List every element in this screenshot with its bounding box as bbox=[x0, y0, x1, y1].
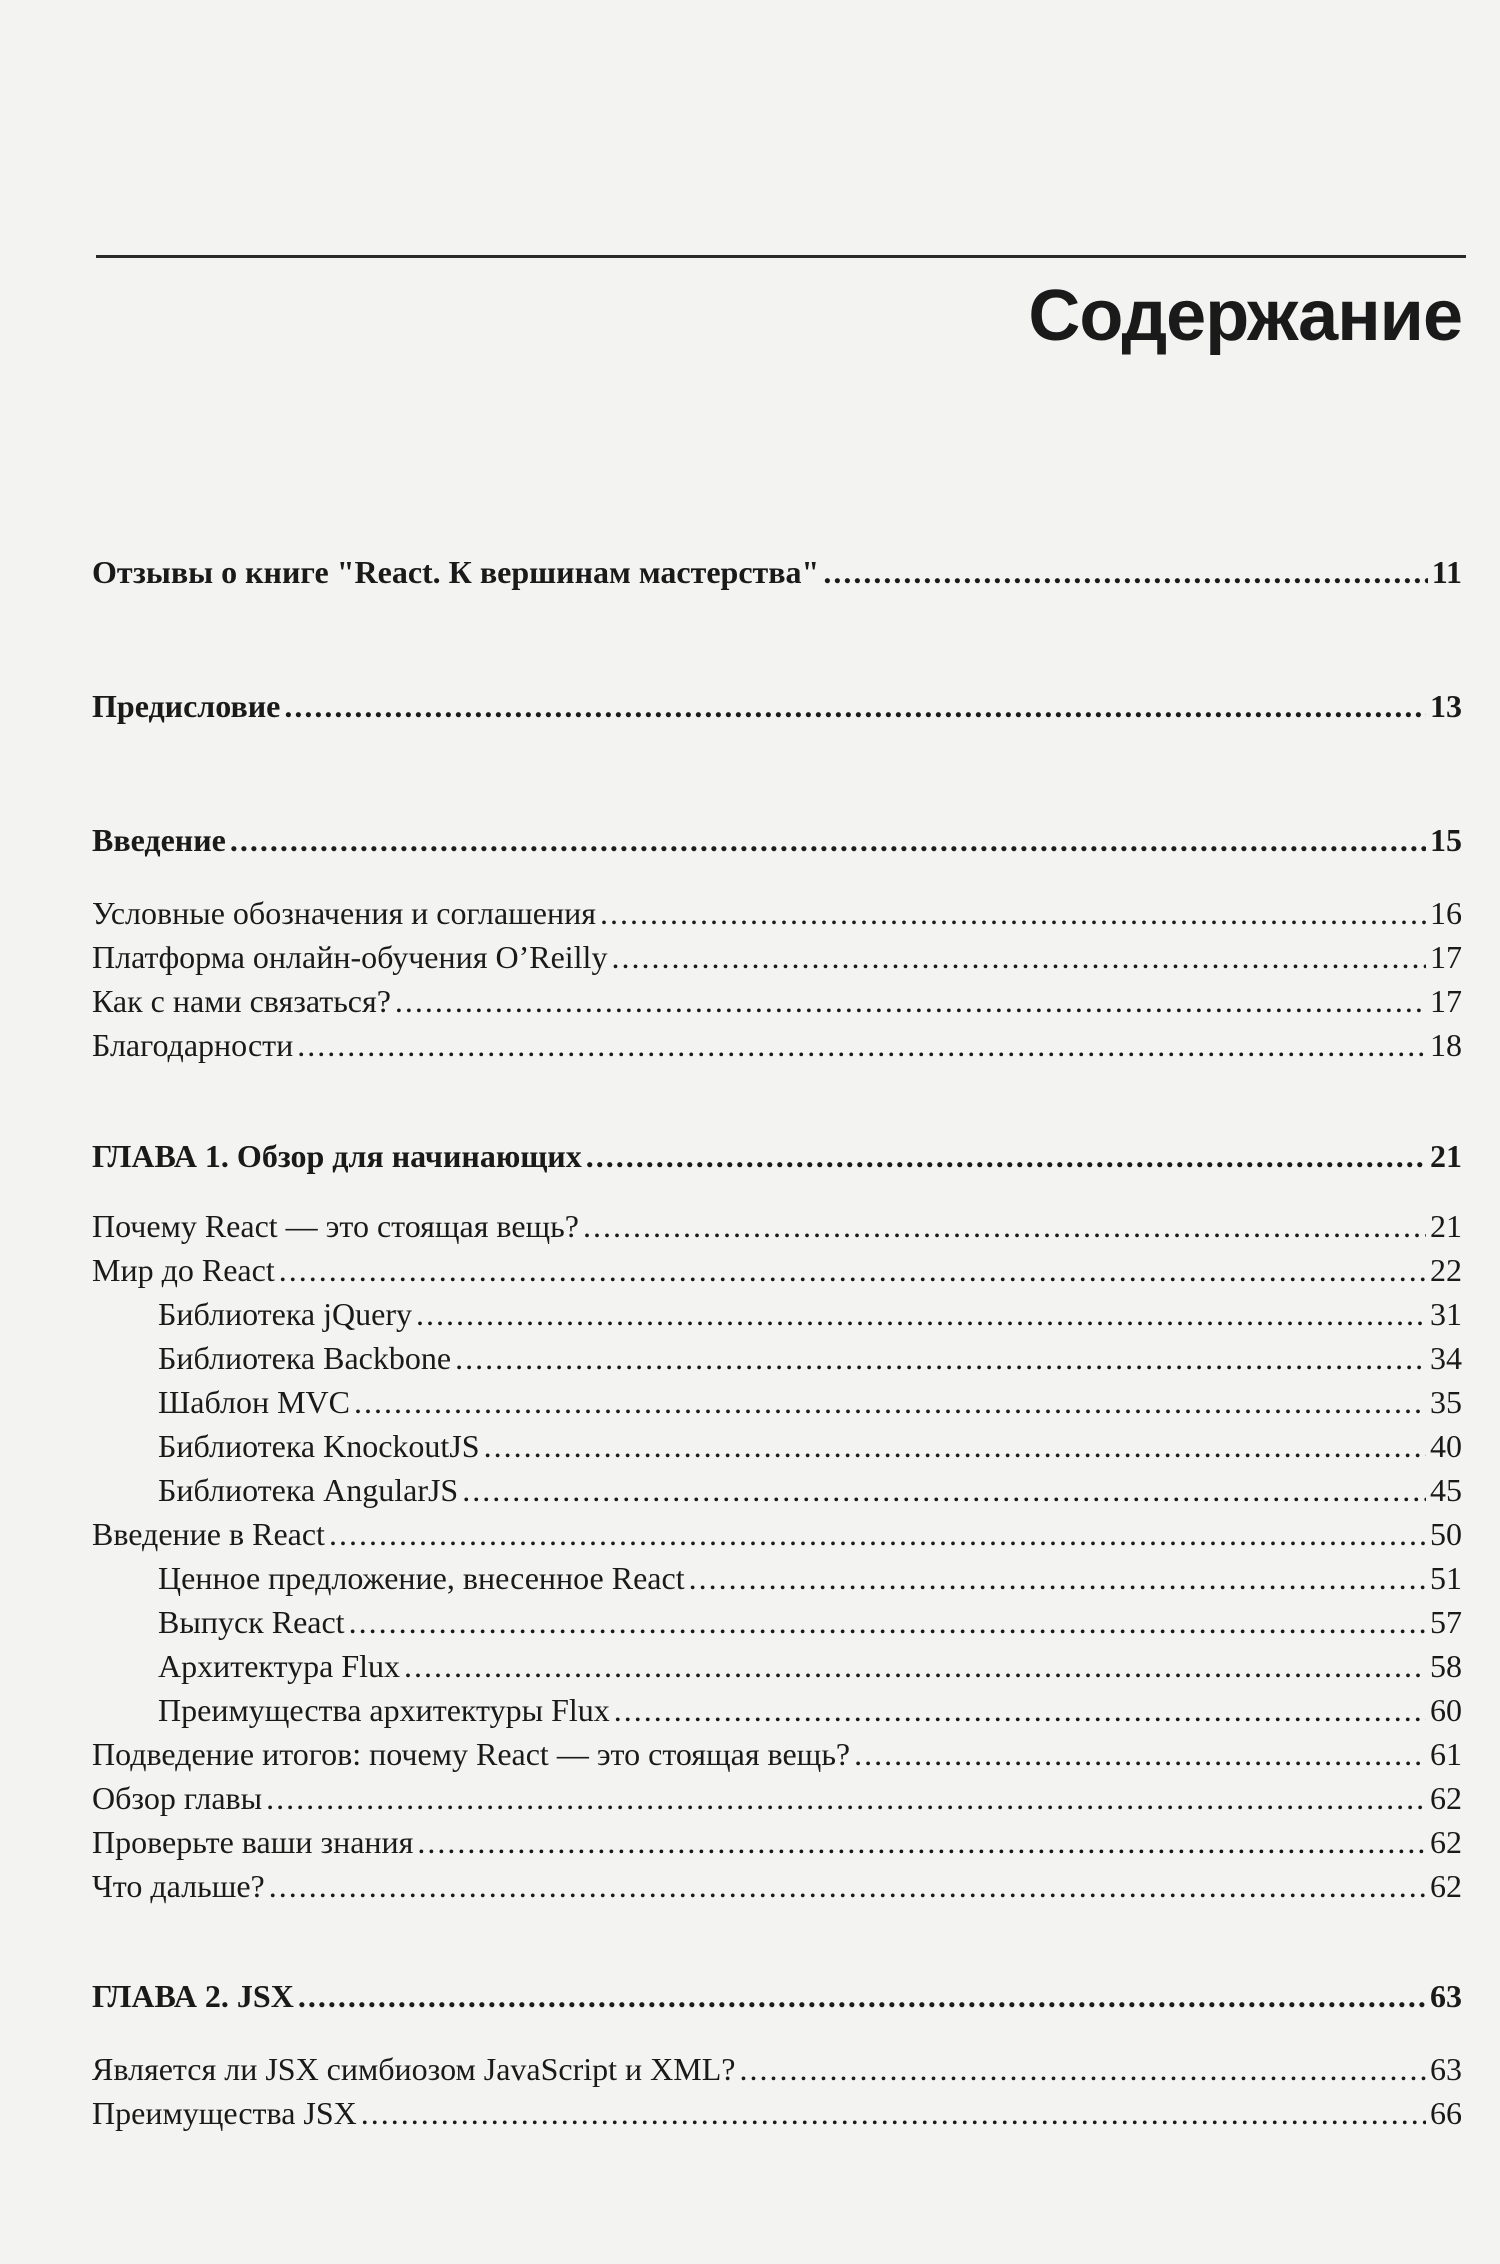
toc-entry-title: Введение в React bbox=[92, 1516, 325, 1552]
toc-page-number: 60 bbox=[1430, 1692, 1462, 1728]
toc-entry-title: Является ли JSX симбиозом JavaScript и XML? bbox=[92, 2051, 736, 2087]
dot-leader bbox=[349, 1602, 1426, 1642]
dot-leader bbox=[361, 2093, 1426, 2133]
dot-leader bbox=[269, 1866, 1426, 1906]
toc-entry-title: Благодарности bbox=[92, 1027, 294, 1063]
toc-entry-title: Введение bbox=[92, 822, 226, 858]
toc-entry bbox=[92, 1734, 1462, 1774]
toc-page-number: 35 bbox=[1430, 1384, 1462, 1420]
toc-entry-title: Проверьте ваши знания bbox=[92, 1824, 414, 1860]
toc-section-heading bbox=[92, 820, 1462, 860]
toc-entry bbox=[92, 1822, 1462, 1862]
toc-entry-title: Как с нами связаться? bbox=[92, 983, 391, 1019]
toc-page-number: 17 bbox=[1430, 983, 1462, 1019]
toc-page-number: 34 bbox=[1430, 1340, 1462, 1376]
toc-entry-title: Подведение итогов: почему React — это стоящая вещь? bbox=[92, 1736, 851, 1772]
toc-entry-title: ГЛАВА 2. JSX bbox=[92, 1978, 294, 2014]
toc-entry-title: Предисловие bbox=[92, 688, 281, 724]
toc-section-heading bbox=[92, 1136, 1462, 1176]
toc-section-heading bbox=[92, 552, 1462, 592]
toc-page-number: 51 bbox=[1430, 1560, 1462, 1596]
toc-page-number: 22 bbox=[1430, 1252, 1462, 1288]
toc-entry-title: Библиотека KnockoutJS bbox=[158, 1428, 480, 1464]
dot-leader bbox=[600, 893, 1426, 933]
toc-entry bbox=[158, 1294, 1462, 1334]
toc-entry-title: ГЛАВА 1. Обзор для начинающих bbox=[92, 1138, 582, 1174]
toc-page-number: 21 bbox=[1430, 1138, 1462, 1174]
toc-entry-title: Библиотека Backbone bbox=[158, 1340, 452, 1376]
toc-page-number: 62 bbox=[1430, 1868, 1462, 1904]
dot-leader bbox=[284, 686, 1426, 726]
toc-entry bbox=[92, 1025, 1462, 1065]
toc-page-number: 15 bbox=[1430, 822, 1462, 858]
toc-entry-title: Отзывы о книге "React. К вершинам мастерства" bbox=[92, 554, 820, 590]
toc-page-number: 17 bbox=[1430, 939, 1462, 975]
toc-page-number: 63 bbox=[1430, 1978, 1462, 2014]
toc-entry-title: Что дальше? bbox=[92, 1868, 265, 1904]
toc-entry bbox=[92, 1206, 1462, 1246]
toc-entry bbox=[92, 1250, 1462, 1290]
dot-leader bbox=[823, 552, 1427, 592]
dot-leader bbox=[417, 1822, 1426, 1862]
dot-leader bbox=[230, 820, 1426, 860]
toc-entry-title: Библиотека jQuery bbox=[158, 1296, 412, 1332]
toc-page-number: 40 bbox=[1430, 1428, 1462, 1464]
toc-entry-title: Преимущества JSX bbox=[92, 2095, 357, 2131]
dot-leader bbox=[354, 1382, 1426, 1422]
toc-entry-title: Архитектура Flux bbox=[158, 1648, 400, 1684]
dot-leader bbox=[614, 1690, 1426, 1730]
toc-entry bbox=[158, 1690, 1462, 1730]
toc-section-heading bbox=[92, 686, 1462, 726]
toc-entry bbox=[92, 981, 1462, 1021]
dot-leader bbox=[854, 1734, 1426, 1774]
toc-entry-title: Преимущества архитектуры Flux bbox=[158, 1692, 610, 1728]
toc-entry bbox=[158, 1338, 1462, 1378]
toc-page-number: 57 bbox=[1430, 1604, 1462, 1640]
toc-page-number: 66 bbox=[1430, 2095, 1462, 2131]
toc-page-number: 58 bbox=[1430, 1648, 1462, 1684]
dot-leader bbox=[484, 1426, 1426, 1466]
toc-page-number: 16 bbox=[1430, 895, 1462, 931]
toc-entry-title: Условные обозначения и соглашения bbox=[92, 895, 596, 931]
toc-page-number: 61 bbox=[1430, 1736, 1462, 1772]
toc-entry bbox=[92, 1514, 1462, 1554]
dot-leader bbox=[611, 937, 1426, 977]
toc-entry-title: Ценное предложение, внесенное React bbox=[158, 1560, 685, 1596]
dot-leader bbox=[279, 1250, 1426, 1290]
dot-leader bbox=[404, 1646, 1426, 1686]
dot-leader bbox=[689, 1558, 1426, 1598]
toc-entry bbox=[158, 1602, 1462, 1642]
toc-entry-title: Выпуск React bbox=[158, 1604, 345, 1640]
toc-entry-title: Почему React — это стоящая вещь? bbox=[92, 1208, 579, 1244]
page-title: Содержание bbox=[1028, 276, 1462, 356]
dot-leader bbox=[298, 1976, 1426, 2016]
toc-page-number: 63 bbox=[1430, 2051, 1462, 2087]
dot-leader bbox=[583, 1206, 1426, 1246]
dot-leader bbox=[455, 1338, 1426, 1378]
dot-leader bbox=[462, 1470, 1426, 1510]
toc-entry-title: Обзор главы bbox=[92, 1780, 263, 1816]
toc-page-number: 21 bbox=[1430, 1208, 1462, 1244]
dot-leader bbox=[266, 1778, 1426, 1818]
toc-entry bbox=[92, 1778, 1462, 1818]
toc-entry bbox=[158, 1558, 1462, 1598]
toc-entry-title: Мир до React bbox=[92, 1252, 275, 1288]
toc-page-number: 50 bbox=[1430, 1516, 1462, 1552]
dot-leader bbox=[416, 1294, 1426, 1334]
toc-entry-title: Шаблон MVC bbox=[158, 1384, 350, 1420]
toc-entry-title: Платформа онлайн-обучения O’Reilly bbox=[92, 939, 608, 975]
toc-entry bbox=[92, 937, 1462, 977]
toc-page-number: 11 bbox=[1431, 554, 1462, 590]
toc-section-heading bbox=[92, 1976, 1462, 2016]
toc-entry bbox=[158, 1382, 1462, 1422]
toc-page-number: 18 bbox=[1430, 1027, 1462, 1063]
dot-leader bbox=[297, 1025, 1426, 1065]
dot-leader bbox=[586, 1136, 1426, 1176]
toc-entry bbox=[92, 1866, 1462, 1906]
toc-entry bbox=[92, 893, 1462, 933]
toc-page-number: 62 bbox=[1430, 1824, 1462, 1860]
toc-page-number: 31 bbox=[1430, 1296, 1462, 1332]
toc-entry bbox=[158, 1470, 1462, 1510]
dot-leader bbox=[739, 2049, 1426, 2089]
toc-entry bbox=[92, 2093, 1462, 2133]
toc-page-number: 13 bbox=[1430, 688, 1462, 724]
dot-leader bbox=[329, 1514, 1426, 1554]
toc-entry bbox=[158, 1426, 1462, 1466]
toc-page-number: 62 bbox=[1430, 1780, 1462, 1816]
dot-leader bbox=[395, 981, 1426, 1021]
toc-entry bbox=[92, 2049, 1462, 2089]
toc-page-number: 45 bbox=[1430, 1472, 1462, 1508]
toc-entry-title: Библиотека AngularJS bbox=[158, 1472, 459, 1508]
toc-entry bbox=[158, 1646, 1462, 1686]
header-rule bbox=[96, 255, 1466, 258]
